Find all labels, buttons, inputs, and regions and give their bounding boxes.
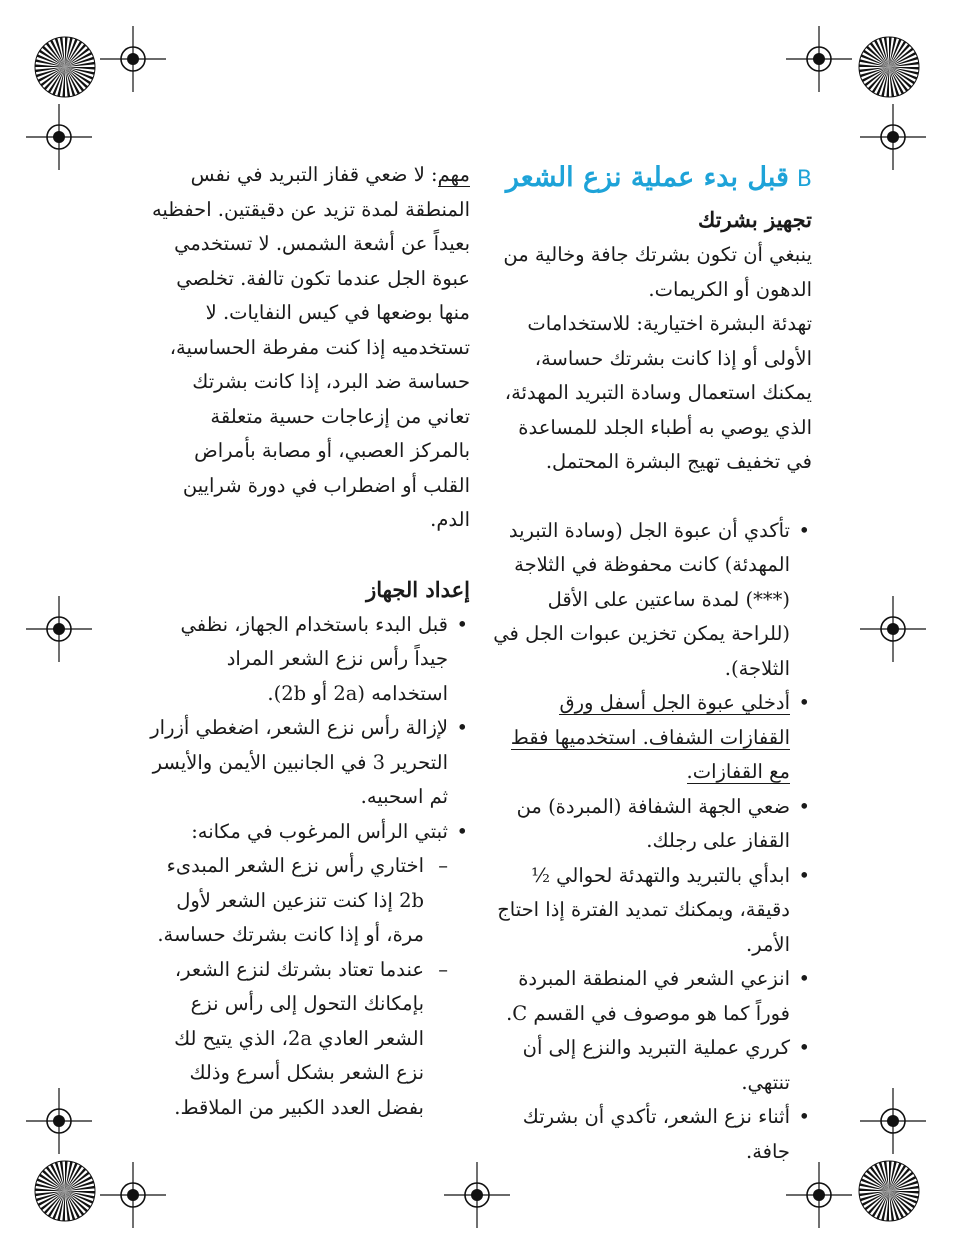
- section-title: قبل بدء عملية نزع الشعر: [505, 162, 789, 193]
- section-letter: B: [796, 167, 812, 192]
- prepare-skin-steps: [488, 514, 812, 1170]
- list-item: • أثناء نزع الشعر، تأكدي أن بشرتك جافة.: [488, 1100, 812, 1169]
- list-item: • انزعي الشعر في المنطقة المبردة فوراً كما هو موصوف في القسم C.: [488, 962, 812, 1031]
- list-item-text: ثبتي الرأس المرغوب في مكانه:: [191, 819, 448, 843]
- list-item: • ضعي الجهة الشفافة (المبردة) من القفاز على رجلك.: [488, 790, 812, 859]
- list-item: – عندما تعتاد بشرتك لنزع الشعر، بإمكانك التحول إلى رأس نزع الشعر العادي 2a، الذي يتيح لك نزع الشعر بشكل أسرع وذلك بفضل العدد الكبير من الملاقط.: [148, 953, 448, 1126]
- underlined-instruction: أدخلي عبوة الجل أسفل ورق القفازات الشفاف. استخدميها فقط مع القفازات.: [510, 691, 790, 783]
- registration-mark-bottom-left-corner: [34, 1160, 96, 1222]
- crosshair-mark-top-left: [100, 26, 166, 92]
- prepare-skin-paragraph-2: تهدئة البشرة اختيارية: للاستخدامات الأولى أو إذا كانت بشرتك حساسة، يمكنك استعمال وسادة التبريد المهدئة، الذي يوصي به أطباء الجلد للمساعدة في تخفيف تهيج البشرة المحتمل.: [504, 312, 812, 473]
- crosshair-mark-left-upper: [26, 104, 92, 170]
- attachment-choice-list: [148, 849, 448, 1125]
- section-heading: [488, 158, 812, 200]
- list-item: • لإزالة رأس نزع الشعر، اضغطي أزرار التحرير 3 في الجانبين الأيمن والأيسر ثم اسحبيه.: [148, 711, 470, 815]
- important-text: : لا ضعي قفاز التبريد في نفس المنطقة لمدة تزيد عن دقيقتين. احفظيه بعيداً عن أشعة الشمس. لا تستخدمي عبوة الجل عندما تكون تالفة. تخلصي منها بوضعها في كيس النفايات. لا تستخدميه إذا كنت مفرطة الحساسية، حساسة ضد البرد، إذا كانت بشرتك تعاني من إزعاجات حسية متعلقة بالمركز العصبي، أو مصابة بأمراض القلب أو اضطراب في دورة شرايين الدم.: [151, 163, 470, 531]
- list-item: • ابدأي بالتبريد والتهدئة لحوالي ½ دقيقة، ويمكنك تمديد الفترة إذا احتاج الأمر.: [488, 859, 812, 963]
- prepare-skin-paragraph-1: ينبغي أن تكون بشرتك جافة وخالية من الدهون أو الكريمات.: [503, 243, 812, 301]
- registration-mark-top-left-corner: [34, 36, 96, 98]
- list-item: • قبل البدء باستخدام الجهاز، نظفي جيداً رأس نزع الشعر المراد استخدامه (2a أو 2b).: [148, 608, 470, 712]
- setup-heading: إعداد الجهاز: [366, 576, 470, 602]
- list-item: – اختاري رأس نزع الشعر المبدىء 2b إذا كنت تنزعين الشعر لأول مرة، أو إذا كانت بشرتك حساسة.: [148, 849, 448, 953]
- crosshair-mark-left-lower: [26, 1088, 92, 1154]
- list-item: • كرري عملية التبريد والنزع إلى أن تنتهي.: [488, 1031, 812, 1100]
- list-item: [488, 686, 812, 790]
- crosshair-mark-bottom-right: [786, 1162, 852, 1228]
- crosshair-mark-right-middle: [860, 596, 926, 662]
- setup-steps: [148, 608, 470, 1126]
- important-label: مهم: [437, 163, 470, 186]
- list-item: • تأكدي أن عبوة الجل (وسادة التبريد المهدئة) كانت محفوظة في الثلاجة (***) لمدة ساعتين على الأقل (للراحة يمكن تخزين عبوات الجل في الثلاجة).: [488, 514, 812, 687]
- prepare-skin-heading: تجهيز بشرتك: [697, 207, 812, 232]
- crosshair-mark-right-upper: [860, 104, 926, 170]
- crosshair-mark-left-middle: [26, 596, 92, 662]
- left-column: [148, 158, 470, 1125]
- crosshair-mark-bottom-left: [100, 1162, 166, 1228]
- list-item: [148, 815, 470, 1126]
- registration-mark-bottom-right-corner: [858, 1160, 920, 1222]
- registration-mark-top-right-corner: [858, 36, 920, 98]
- crosshair-mark-top-right: [786, 26, 852, 92]
- right-column: [488, 158, 812, 1169]
- crosshair-mark-bottom-center: [444, 1162, 510, 1228]
- important-note: [148, 158, 470, 538]
- crosshair-mark-right-lower: [860, 1088, 926, 1154]
